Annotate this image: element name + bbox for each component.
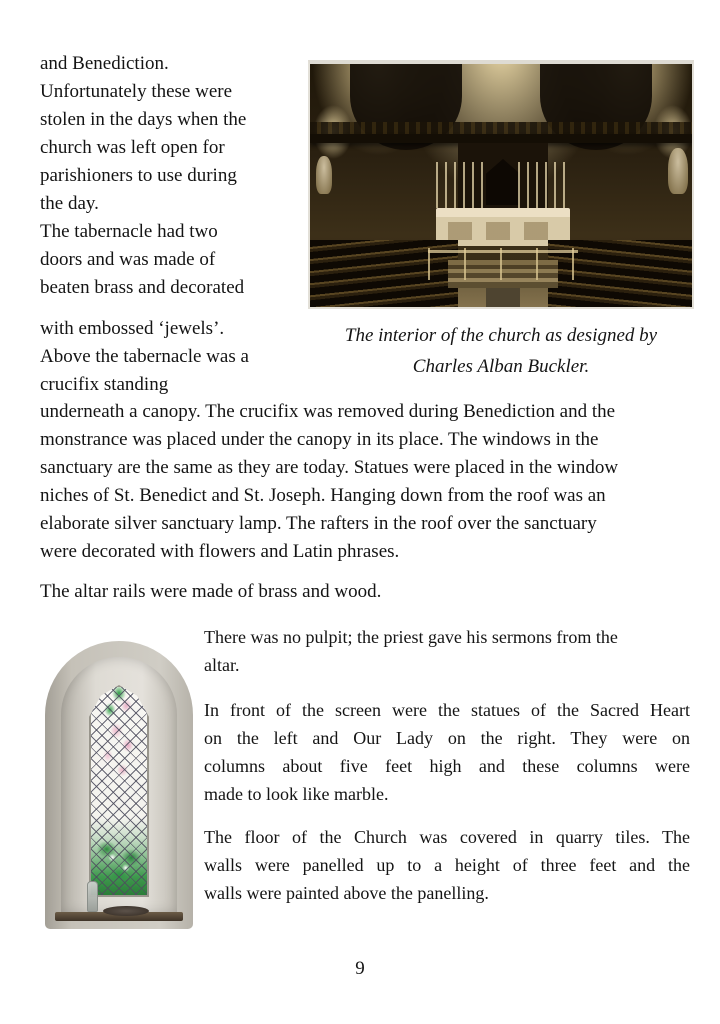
- text-line: In front of the screen were the statues of the Sacred Heart: [204, 700, 690, 720]
- text-line: doors and was made of: [40, 249, 216, 270]
- altar-candles-right: [518, 162, 570, 208]
- text-line: crucifix standing: [40, 374, 169, 395]
- text-line: Unfortunately these were: [40, 81, 233, 102]
- glass-bottle-on-sill: [87, 881, 98, 912]
- caption-line: The interior of the church as designed by: [344, 325, 658, 346]
- text-line: niches of St. Benedict and St. Joseph. Hanging down from the roof was an: [40, 485, 606, 506]
- altar-candles-left: [436, 162, 488, 208]
- text-line: The floor of the Church was covered in quarry tiles. The: [204, 827, 690, 847]
- text-line: sanctuary are the same as they are today. Statues were placed in the window: [40, 457, 619, 478]
- church-photo-caption: [308, 320, 694, 382]
- paragraph-floor-walls: [204, 823, 690, 907]
- text-line: church was left open for: [40, 137, 225, 158]
- text-line: made to look like marble.: [204, 784, 389, 804]
- paragraph-no-pulpit: [204, 623, 690, 679]
- text-line: walls were painted above the panelling.: [204, 883, 489, 903]
- church-interior-photo: [308, 60, 694, 309]
- text-line: The tabernacle had two: [40, 221, 218, 242]
- text-line: stolen in the days when the: [40, 109, 247, 130]
- stained-glass-lancet: [89, 685, 149, 897]
- statue-left: [316, 156, 332, 194]
- text-line: The altar rails were made of brass and wood.: [40, 581, 382, 602]
- paragraph-statues: [204, 696, 690, 808]
- page-number: 9: [355, 958, 365, 979]
- altar-rail: [428, 250, 578, 253]
- text-line: altar.: [204, 655, 240, 675]
- statue-right: [668, 148, 688, 194]
- text-line: Above the tabernacle was a: [40, 346, 249, 367]
- rood-beam: [310, 134, 692, 143]
- caption-line: Charles Alban Buckler.: [412, 356, 590, 377]
- paragraph-altar-rails: [40, 578, 692, 606]
- text-line: monstrance was placed under the canopy in its place. The windows in the: [40, 429, 599, 450]
- rood-screen-cresting: [310, 122, 692, 134]
- text-line: elaborate silver sanctuary lamp. The rafters in the roof over the sanctuary: [40, 513, 597, 534]
- paragraph-tabernacle-left-column: [40, 50, 308, 302]
- text-line: walls were panelled up to a height of three feet and the: [204, 855, 690, 875]
- text-line: were decorated with flowers and Latin phrases.: [40, 541, 400, 562]
- text-line: columns about five feet high and these columns were: [204, 756, 690, 776]
- text-line: There was no pulpit; the priest gave his sermons from the: [204, 627, 618, 647]
- text-line: underneath a canopy. The crucifix was removed during Benediction and the: [40, 401, 616, 422]
- plate-on-sill: [103, 906, 149, 916]
- text-line: and Benediction.: [40, 53, 169, 74]
- paragraph-jewels-left-column: [40, 315, 308, 399]
- text-line: on the left and Our Lady on the right. They were on: [204, 728, 690, 748]
- paragraph-canopy-full-width: [40, 398, 692, 566]
- stained-glass-window-photo: [45, 635, 193, 935]
- text-line: with embossed ‘jewels’.: [40, 318, 225, 339]
- text-line: the day.: [40, 193, 99, 214]
- text-line: beaten brass and decorated: [40, 277, 245, 298]
- text-line: parishioners to use during: [40, 165, 237, 186]
